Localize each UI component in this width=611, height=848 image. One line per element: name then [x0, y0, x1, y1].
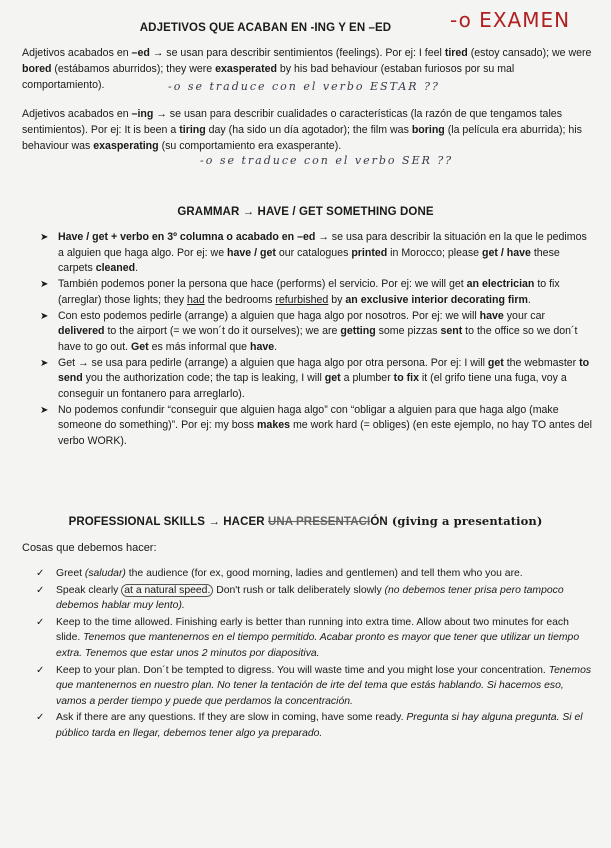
- text-bold: –ing: [131, 108, 154, 120]
- paragraph-ing-adjectives: [22, 106, 592, 154]
- text: by: [328, 293, 346, 306]
- text-bold: exasperating: [93, 140, 159, 152]
- text: (su comportamiento era exasperante).: [158, 140, 342, 152]
- text: .: [135, 262, 139, 275]
- grammar-bullet-list: [40, 230, 592, 450]
- text-bold: delivered: [58, 325, 105, 338]
- section-title-professional-skills: [0, 514, 611, 528]
- text: (estábamos aburridos); they were: [51, 63, 216, 75]
- text-bold: have: [479, 309, 504, 322]
- check-icon: ✓: [36, 712, 45, 724]
- text-bold: an exclusive interior decorating firm: [345, 293, 528, 306]
- text: Ask if there are any questions. If they are slow in coming, have some ready.: [56, 712, 407, 724]
- text-italic: Tenemos que mantenernos en el tiempo permitido. Acabar pronto es mayor que tener que utilizar un tiempo extra. Tenemos que estar unos 2 minutos por diapositiva.: [56, 632, 580, 659]
- check-icon: ✓: [36, 616, 45, 628]
- text: to the office so we don´t have to go out.: [58, 325, 578, 353]
- text-bold: exasperated: [215, 63, 277, 75]
- list-item: [40, 403, 592, 450]
- text-circled: at a natural speed.: [121, 584, 213, 597]
- text: También podemos poner la persona que hace (performs) el servicio. Por ej: we will get: [58, 278, 467, 291]
- text: ÓN: [370, 516, 388, 528]
- text: Keep to the time allowed. Finishing early is better than running into extra time. Allow about two minutes for each slide.: [56, 616, 569, 644]
- text-bold: –ed: [131, 47, 150, 59]
- text-bold: an electrician: [466, 278, 535, 291]
- text-bold: to fix: [393, 372, 419, 385]
- list-item: [40, 277, 592, 308]
- text-italic: Pregunta si hay alguna pregunta. Si el público tarda en llegar, debemos tener algo ya preparado.: [56, 712, 583, 739]
- text-bold: bored: [22, 63, 52, 75]
- text-underlined: refurbished: [275, 293, 329, 306]
- text-bold: have: [250, 340, 275, 353]
- text: → se usan para describir sentimientos (feelings). Por ej: I feel: [149, 47, 445, 59]
- text: in Morocco; please: [387, 246, 483, 259]
- list-item: [40, 230, 592, 277]
- text: you the authorization code; the tap is leaking, I will: [82, 372, 325, 385]
- handwritten-note-ser: -o se traduce con el verbo SER ??: [200, 154, 454, 167]
- text: by his bad behaviour (estaban furiosos por su mal comportamiento).: [22, 63, 515, 91]
- text: Get → se usa para pedirle (arrange) a alguien que haga algo por otra persona. Por ej: I will: [58, 356, 488, 369]
- handwritten-note-estar: -o se traduce con el verbo ESTAR ??: [168, 80, 440, 93]
- text-bold: getting: [340, 325, 376, 338]
- text-italic: Tenemos que mantenernos en nuestro plan. No tener la tentación de irte del tema que estás hablando. Si hacemos eso, vamos a perder tiempo y puede que perdamos la concentración.: [56, 664, 592, 707]
- text: (la película era aburrida); his behaviour was: [22, 124, 582, 152]
- text: → se usa para describir la situación en la que le pedimos a alguien que haga algo. Por ej: we: [58, 231, 587, 259]
- list-item: [40, 356, 592, 403]
- list-item: [36, 615, 596, 662]
- text-bold: to send: [58, 356, 590, 385]
- text: the audience (for ex, good morning, ladies and gentlemen) and tell them who you are.: [125, 568, 523, 579]
- text: our catalogues: [275, 246, 352, 259]
- text: Adjetivos acabados en: [22, 47, 132, 59]
- text: day (ha sido un día agotador); the film was: [205, 124, 412, 136]
- handwritten-note-examen: -o EXAMEN: [450, 8, 571, 32]
- text-bold: boring: [411, 124, 445, 136]
- text: .: [274, 340, 278, 353]
- text: No podemos confundir “conseguir que alguien haga algo” con “obligar a alguien para que haga algo (make someone do something)”. Por ej: my boss: [58, 403, 559, 432]
- text: PROFESSIONAL SKILLS → HACER: [68, 516, 268, 528]
- text-italic: (no debemos tener prisa pero tampoco debemos hablar muy lento).: [56, 584, 564, 612]
- arrow-bullet-icon: ➤: [40, 310, 49, 322]
- text-bold: get: [487, 356, 504, 369]
- text: Con esto podemos pedirle (arrange) a alguien que haga algo por nosotros. Por ej: we will: [58, 309, 480, 322]
- text-bold: get: [324, 372, 341, 385]
- text: (giving a presentation): [387, 514, 543, 528]
- section-title-grammar: GRAMMAR → HAVE / GET SOMETHING DONE: [177, 206, 434, 218]
- arrow-bullet-icon: ➤: [40, 404, 49, 416]
- text: the bedrooms: [204, 293, 276, 306]
- section-title-adjetivos: ADJETIVOS QUE ACABAN EN -ING Y EN –ED: [139, 22, 392, 34]
- text: Adjetivos acabados en: [22, 108, 132, 120]
- text: Greet: [56, 568, 85, 579]
- text: Speak clearly: [56, 584, 122, 596]
- text-bold: sent: [440, 325, 463, 338]
- list-item: [40, 309, 592, 356]
- arrow-bullet-icon: ➤: [40, 279, 49, 291]
- text-bold: tiring: [179, 124, 206, 136]
- text-bold: Get: [131, 340, 149, 353]
- text: these carpets: [58, 246, 560, 275]
- text-bold: cleaned: [95, 262, 136, 275]
- text-bold: printed: [351, 246, 388, 259]
- subheading-cosas: Cosas que debemos hacer:: [22, 542, 157, 554]
- presentation-checklist: [36, 566, 596, 743]
- list-item: [36, 663, 596, 710]
- check-icon: ✓: [36, 568, 45, 579]
- text: me work hard (= obliges) (en este ejemplo, no hay TO antes del verbo WORK).: [58, 419, 592, 448]
- text: your car: [503, 309, 546, 322]
- list-item: [36, 566, 596, 582]
- text: (estoy cansado); we were: [467, 47, 592, 59]
- text: es más informal que: [148, 340, 250, 353]
- arrow-bullet-icon: ➤: [40, 232, 49, 243]
- text-underlined: had: [186, 293, 205, 306]
- list-item: [36, 583, 596, 614]
- text-bold: Have / get + verbo en 3º columna o acabado en –ed: [58, 231, 316, 243]
- text: the webmaster: [503, 356, 580, 369]
- text-bold: have / get: [227, 246, 276, 259]
- text: to fix (arreglar) those lights; they: [58, 278, 560, 306]
- text: Keep to your plan. Don´t be tempted to digress. You will waste time and you might lose your concentration.: [56, 664, 549, 676]
- text: to the airport (= we won´t do it ourselves); we are: [104, 325, 341, 338]
- text-italic: (saludar): [84, 568, 126, 579]
- text: it (el grifo tiene una fuga, voy a conseguir un fontanero para arreglarlo).: [58, 372, 567, 401]
- text: Don't rush or talk deliberately slowly: [213, 584, 385, 596]
- text-bold: makes: [257, 419, 291, 432]
- text-struck: UNA PRESENTACI: [267, 516, 371, 528]
- text: → se usan para describir cualidades o características (la razón de que tengamos tales sentimientos). Por ej: It is been a: [22, 108, 562, 136]
- text: a plumber: [340, 372, 394, 385]
- text-bold: tired: [444, 47, 468, 59]
- check-icon: ✓: [36, 664, 45, 676]
- arrow-bullet-icon: ➤: [40, 357, 49, 369]
- text: .: [527, 293, 531, 306]
- text: some pizzas: [375, 325, 441, 338]
- text-bold: get / have: [482, 246, 531, 259]
- list-item: [36, 710, 596, 741]
- check-icon: ✓: [36, 584, 45, 596]
